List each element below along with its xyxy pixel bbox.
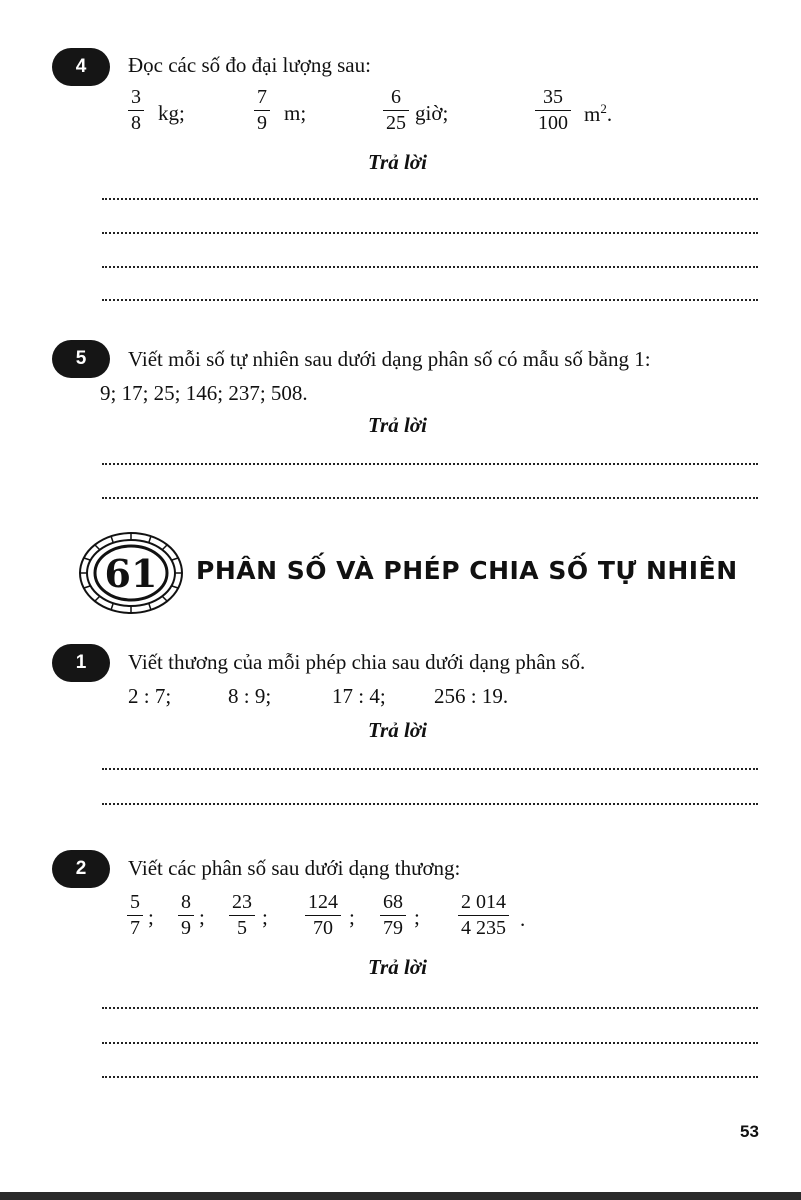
exercise-1-prompt: Viết thương của mỗi phép chia sau dưới dạng phân số.	[128, 650, 586, 674]
lesson-number: 61	[104, 551, 158, 596]
answer-line[interactable]	[102, 497, 758, 499]
exercise-5-numbers: 9; 17; 25; 146; 237; 508.	[100, 381, 308, 405]
lesson-number-badge	[78, 530, 184, 616]
unit-kg: kg;	[158, 101, 185, 125]
numerator: 2 014	[461, 891, 506, 913]
fraction-6-25	[383, 86, 409, 134]
unit-gio: giờ;	[415, 101, 449, 125]
denominator: 9	[257, 112, 267, 134]
fraction-23-5	[229, 891, 255, 939]
separator: ;	[349, 905, 355, 929]
fraction-2014-4235	[458, 891, 509, 939]
numerator: 7	[257, 86, 267, 108]
answer-line[interactable]	[102, 463, 758, 465]
fraction-68-79	[380, 891, 406, 939]
exercise-5-answer-label: Trả lời	[368, 413, 427, 437]
denominator: 100	[538, 112, 568, 134]
denominator: 5	[237, 917, 247, 939]
division-item: 2 : 7;	[128, 684, 172, 708]
denominator: 4 235	[461, 917, 506, 939]
exercise-5-badge: 5	[52, 340, 110, 378]
separator: .	[520, 907, 526, 931]
exercise-1-answer-label: Trả lời	[368, 718, 427, 742]
separator: ;	[262, 905, 268, 929]
exercise-4-answer-label: Trả lời	[368, 150, 427, 174]
denominator: 9	[181, 917, 191, 939]
fraction-8-9	[178, 891, 194, 939]
fraction-7-9	[254, 86, 270, 134]
numerator: 35	[543, 86, 563, 108]
answer-line[interactable]	[102, 266, 758, 268]
denominator: 79	[383, 917, 403, 939]
page-edge	[0, 1192, 801, 1200]
exercise-2-badge: 2	[52, 850, 110, 888]
denominator: 8	[131, 112, 141, 134]
division-item: 8 : 9;	[228, 684, 272, 708]
exercise-2-answer-label: Trả lời	[368, 955, 427, 979]
fraction-35-100	[535, 86, 571, 134]
fraction-3-8	[128, 86, 144, 134]
numerator: 68	[383, 891, 403, 913]
fraction-124-70	[305, 891, 341, 939]
denominator: 7	[130, 917, 140, 939]
fraction-5-7	[127, 891, 143, 939]
lesson-title: PHÂN SỐ VÀ PHÉP CHIA SỐ TỰ NHIÊN	[196, 556, 738, 585]
answer-line[interactable]	[102, 198, 758, 200]
page-number: 53	[740, 1122, 759, 1141]
separator: ;	[148, 905, 154, 929]
division-item: 256 : 19.	[434, 684, 509, 708]
exercise-4-prompt: Đọc các số đo đại lượng sau:	[128, 53, 371, 77]
numerator: 5	[130, 891, 140, 913]
numerator: 3	[131, 86, 141, 108]
numerator: 124	[308, 891, 338, 913]
answer-line[interactable]	[102, 1007, 758, 1009]
separator: ;	[199, 905, 205, 929]
answer-line[interactable]	[102, 768, 758, 770]
numerator: 8	[181, 891, 191, 913]
separator: ;	[414, 905, 420, 929]
exercise-5-prompt: Viết mỗi số tự nhiên sau dưới dạng phân số có mẫu số bằng 1:	[128, 347, 651, 371]
answer-line[interactable]	[102, 299, 758, 301]
numerator: 23	[232, 891, 252, 913]
division-item: 17 : 4;	[332, 684, 386, 708]
answer-line[interactable]	[102, 803, 758, 805]
answer-line[interactable]	[102, 232, 758, 234]
answer-line[interactable]	[102, 1042, 758, 1044]
exercise-1-badge: 1	[52, 644, 110, 682]
denominator: 25	[386, 112, 406, 134]
unit-m2: $m^2$.	[584, 101, 613, 126]
denominator: 70	[313, 917, 333, 939]
numerator: 6	[391, 86, 401, 108]
exercise-4-badge: 4	[52, 48, 110, 86]
unit-m: m;	[284, 101, 307, 125]
exercise-2-prompt: Viết các phân số sau dưới dạng thương:	[128, 856, 461, 880]
answer-line[interactable]	[102, 1076, 758, 1078]
